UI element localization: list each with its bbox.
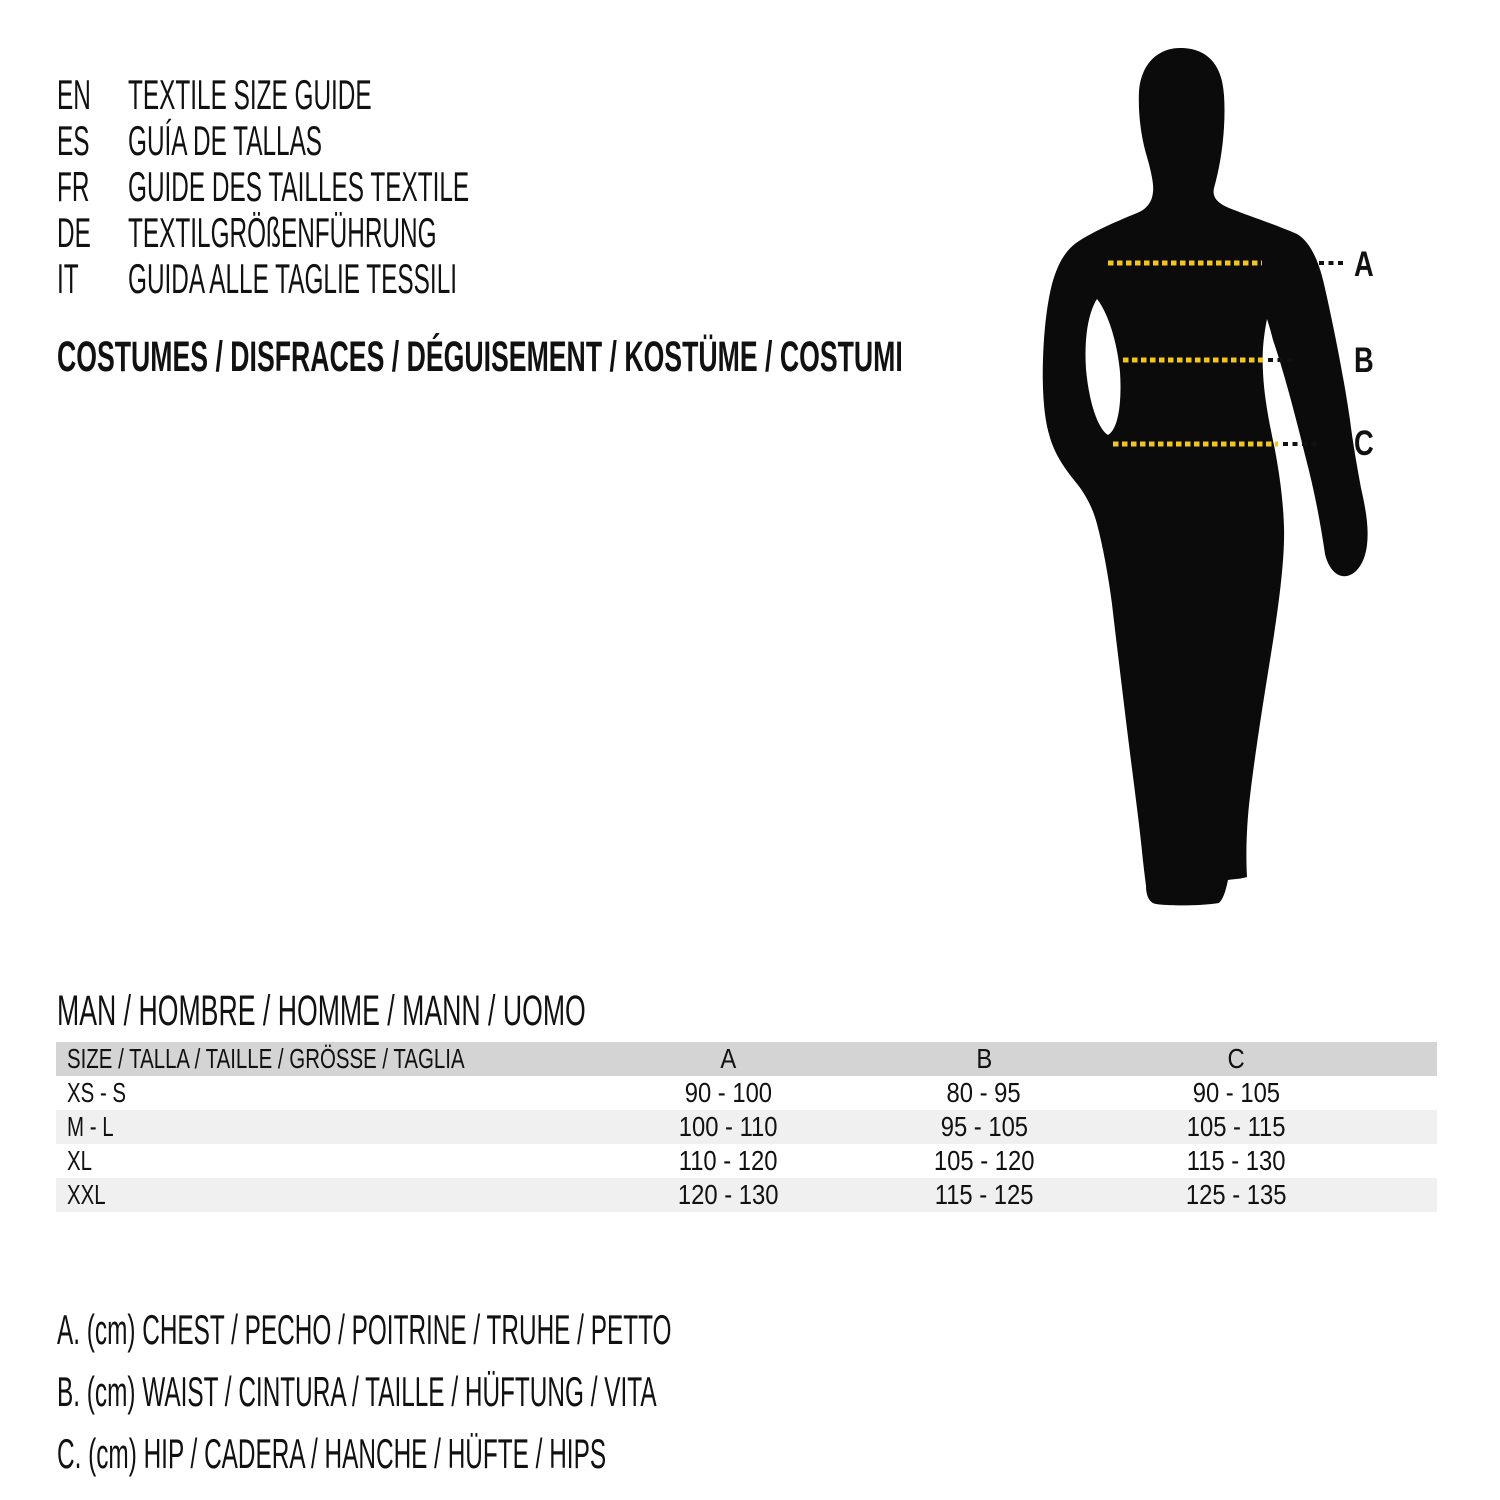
size-cell: XXL bbox=[67, 1179, 106, 1210]
value-cell-a: 90 - 100 bbox=[684, 1077, 772, 1108]
language-row bbox=[57, 210, 716, 256]
table-row bbox=[56, 1178, 1437, 1212]
value-cell-b: 115 - 125 bbox=[934, 1179, 1034, 1210]
table-row bbox=[56, 1144, 1437, 1178]
category-title-text: COSTUMES / DISFRACES / DÉGUISEMENT / KOSTÜME / COSTUMI bbox=[57, 333, 903, 381]
language-title: TEXTILE SIZE GUIDE bbox=[128, 71, 372, 118]
language-code: EN bbox=[57, 71, 91, 118]
measurement-legend bbox=[57, 1299, 1116, 1485]
table-row bbox=[56, 1110, 1437, 1144]
table-section-title bbox=[57, 989, 910, 1034]
column-header-b: B bbox=[976, 1043, 992, 1074]
measurement-figure bbox=[990, 40, 1410, 920]
value-cell-c: 125 - 135 bbox=[1185, 1179, 1287, 1210]
value-cell-c: 105 - 115 bbox=[1186, 1111, 1286, 1142]
marker-b-text: B bbox=[1354, 341, 1374, 380]
size-cell: XL bbox=[67, 1145, 93, 1176]
language-code: DE bbox=[57, 209, 91, 256]
legend-item-hip: C. (cm) HIP / CADERA / HANCHE / HÜFTE / HIPS bbox=[57, 1430, 607, 1477]
value-cell-a: 100 - 110 bbox=[678, 1111, 778, 1142]
value-cell-c: 115 - 130 bbox=[1186, 1145, 1286, 1176]
size-table bbox=[56, 1042, 1437, 1212]
table-row bbox=[56, 1076, 1437, 1110]
marker-label-b bbox=[1354, 343, 1379, 378]
man-silhouette bbox=[1043, 48, 1368, 905]
value-cell-c: 90 - 105 bbox=[1192, 1077, 1280, 1108]
column-header-a: A bbox=[720, 1043, 736, 1074]
language-code: IT bbox=[57, 255, 79, 302]
language-row bbox=[57, 256, 716, 302]
language-code: FR bbox=[57, 163, 90, 210]
table-header-row bbox=[56, 1042, 1437, 1076]
language-code: ES bbox=[57, 117, 90, 164]
value-cell-b: 80 - 95 bbox=[946, 1077, 1022, 1108]
language-row bbox=[57, 164, 716, 210]
column-header-c: C bbox=[1227, 1043, 1245, 1074]
marker-label-a bbox=[1354, 247, 1379, 282]
language-row bbox=[57, 118, 716, 164]
language-row bbox=[57, 72, 716, 118]
size-cell: XS - S bbox=[67, 1077, 127, 1108]
language-title: TEXTILGRÖßENFÜHRUNG bbox=[128, 209, 437, 256]
marker-label-c bbox=[1354, 426, 1379, 461]
language-title: GUÍA DE TALLAS bbox=[128, 117, 323, 164]
language-title: GUIDA ALLE TAGLIE TESSILI bbox=[128, 255, 458, 302]
value-cell-a: 120 - 130 bbox=[677, 1179, 779, 1210]
size-column-header: SIZE / TALLA / TAILLE / GRÖSSE / TAGLIA bbox=[67, 1043, 465, 1074]
value-cell-b: 105 - 120 bbox=[933, 1145, 1035, 1176]
value-cell-a: 110 - 120 bbox=[678, 1145, 778, 1176]
language-guide-block bbox=[57, 72, 716, 302]
marker-a-text: A bbox=[1354, 245, 1374, 284]
language-title: GUIDE DES TAILLES TEXTILE bbox=[128, 163, 470, 210]
value-cell-b: 95 - 105 bbox=[940, 1111, 1028, 1142]
legend-item-waist: B. (cm) WAIST / CINTURA / TAILLE / HÜFTUNG / VITA bbox=[57, 1368, 657, 1415]
man-silhouette-figure bbox=[990, 40, 1410, 920]
table-section-title-text: MAN / HOMBRE / HOMME / MANN / UOMO bbox=[57, 987, 586, 1035]
legend-item-chest: A. (cm) CHEST / PECHO / POITRINE / TRUHE / PETTO bbox=[57, 1306, 672, 1353]
size-cell: M - L bbox=[67, 1111, 114, 1142]
marker-c-text: C bbox=[1354, 424, 1374, 463]
